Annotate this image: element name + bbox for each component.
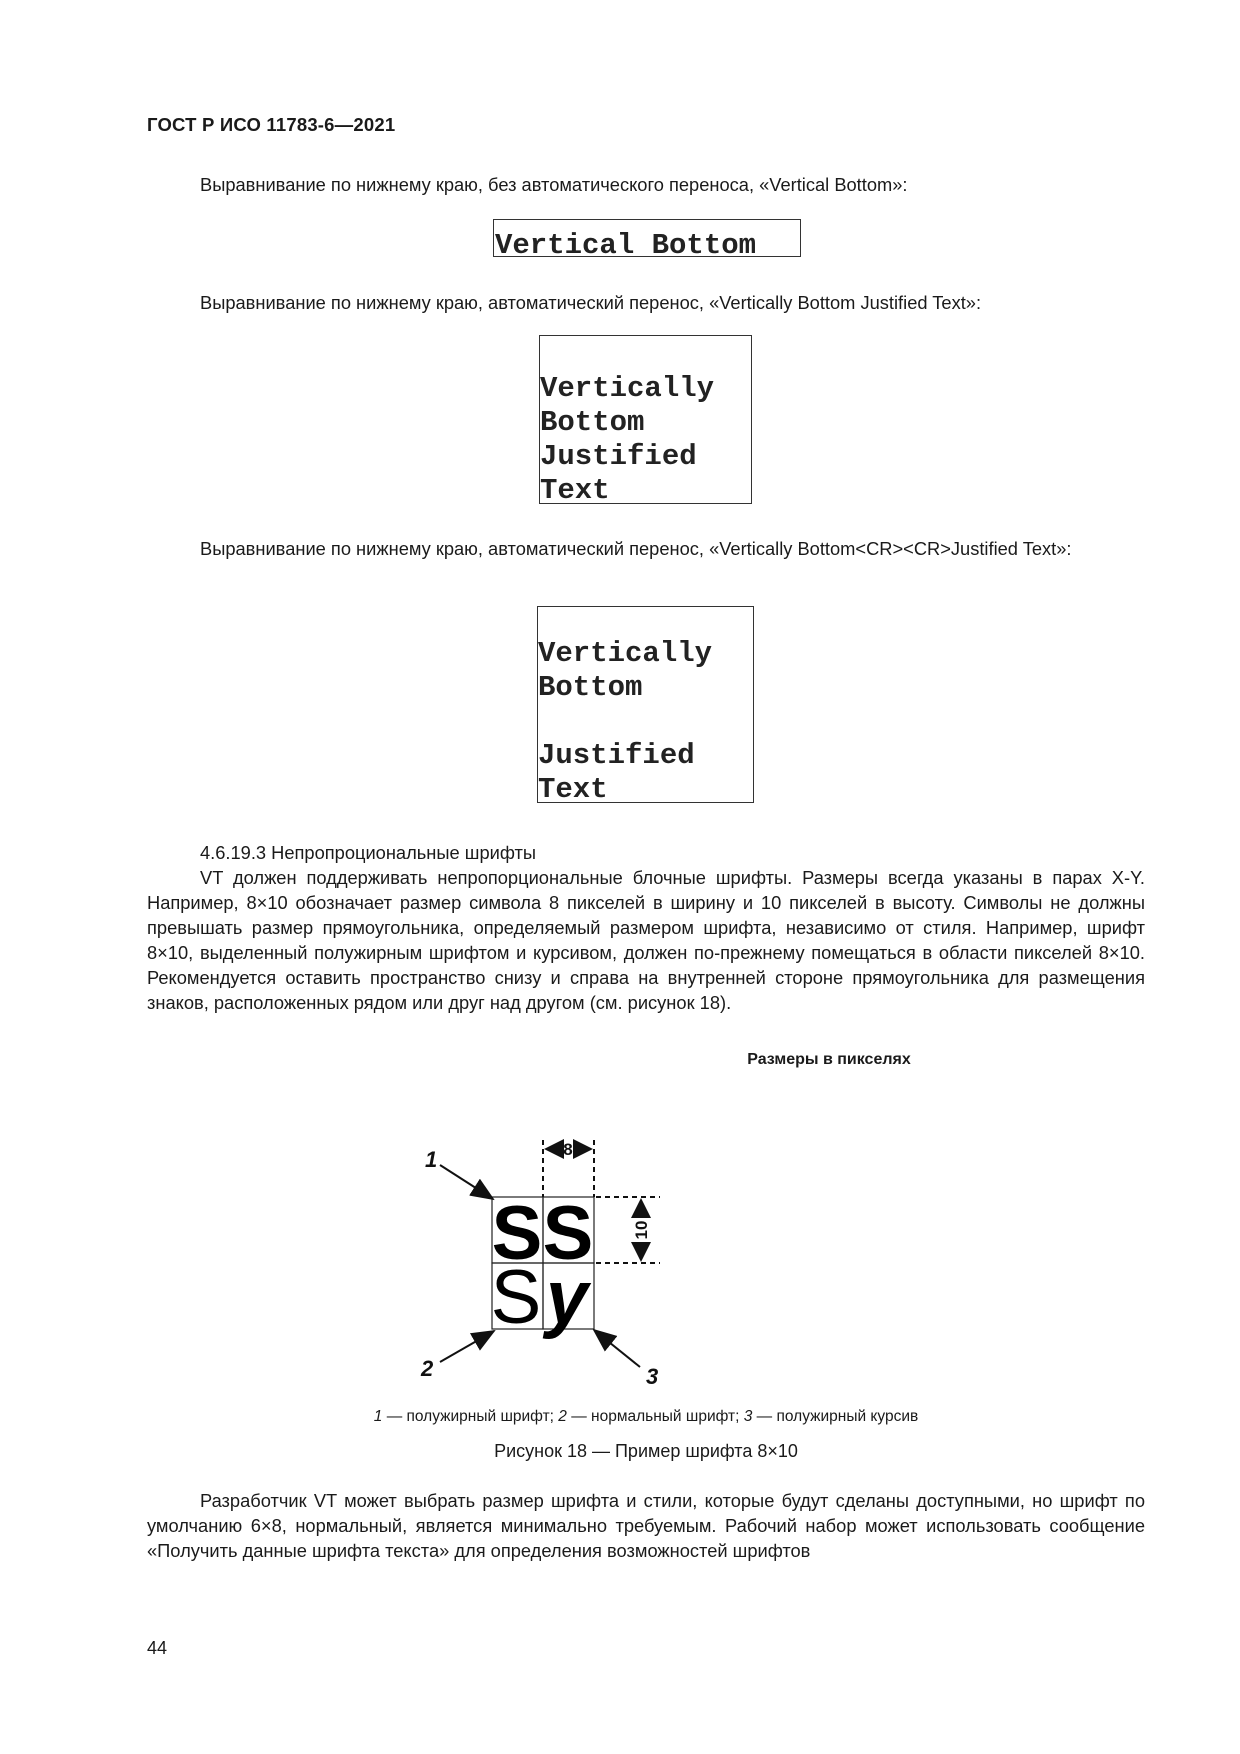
legend-num-3: 3 — [743, 1408, 753, 1425]
legend-text-1: — полужирный шрифт; — [382, 1408, 559, 1425]
glyph-bold-s: S — [491, 1191, 543, 1276]
page-number: 44 — [147, 1638, 168, 1658]
sample-text-vertical-bottom: Vertical Bottom — [495, 229, 757, 257]
document-header: ГОСТ Р ИСО 11783-6—2021 — [147, 114, 396, 135]
callout-arrow-1 — [440, 1165, 493, 1199]
intro-vertical-bottom: Выравнивание по нижнему краю, без автоматического переноса, «Vertical Bottom»: — [200, 174, 908, 195]
legend-num-2: 2 — [558, 1408, 567, 1425]
glyph-bold-s: S — [542, 1191, 594, 1276]
callout-label-1: 1 — [425, 1147, 438, 1172]
glyph-bold-italic-y: y — [545, 1255, 589, 1340]
intro-vertically-bottom-cr: Выравнивание по нижнему краю, автоматический перенос, «Vertically Bottom<CR><CR>Justified Text»: — [200, 538, 1072, 559]
clause-heading: 4.6.19.3 Непропроциональные шрифты — [200, 842, 536, 863]
sample-text-vertically-bottom-justified: Vertically Bottom Justified Text — [540, 372, 715, 504]
callout-label-3: 3 — [646, 1364, 659, 1389]
legend-text-3: — полужирный курсив — [752, 1408, 919, 1425]
callout-label-2: 2 — [421, 1356, 434, 1381]
intro-vertically-bottom-justified: Выравнивание по нижнему краю, автоматический перенос, «Vertically Bottom Justified Text»: — [200, 292, 982, 313]
height-label: 10 — [632, 1220, 651, 1240]
sample-text-vertically-bottom-cr: Vertically Bottom Justified Text — [538, 637, 713, 803]
figure-legend — [147, 1408, 1145, 1426]
glyph-normal-s: S — [490, 1255, 542, 1340]
closing-paragraph: Разработчик VT может выбрать размер шрифта и стили, которые будут сделаны доступными, но шрифт по умолчанию 6×8, нормальный, является минимально требуемым. Рабочий набор может использовать сообщение «Получить данные шрифта текста» для определения возможностей шрифтов — [147, 1490, 1145, 1561]
callout-arrow-3 — [594, 1330, 640, 1367]
legend-num-1: 1 — [373, 1408, 383, 1425]
figure-caption: Рисунок 18 — Пример шрифта 8×10 — [494, 1441, 798, 1461]
callout-arrow-2 — [440, 1331, 494, 1362]
legend-text-2: — нормальный шрифт; — [566, 1408, 744, 1425]
dimensions-note: Размеры в пикселях — [747, 1051, 911, 1068]
clause-body: VT должен поддерживать непропорциональные блочные шрифты. Размеры всегда указаны в парах X-Y. Например, 8×10 обозначает размер символа 8 пикселей в ширину и 10 пикселей в высоту. Символы не должны превышать размер прямоугольника, определяемый размером шрифта, независимо от стиля. Например, шрифт 8×10, выделенный полужирным шрифтом и курсивом, должен по-прежнему помещаться в области пикселей 8×10. Рекомендуется оставить пространство снизу и справа на внутренней стороне прямоугольника для размещения знаков, расположенных рядом или друг над другом (см. рисунок 18). — [147, 867, 1145, 1013]
width-label: 8 — [563, 1140, 573, 1159]
